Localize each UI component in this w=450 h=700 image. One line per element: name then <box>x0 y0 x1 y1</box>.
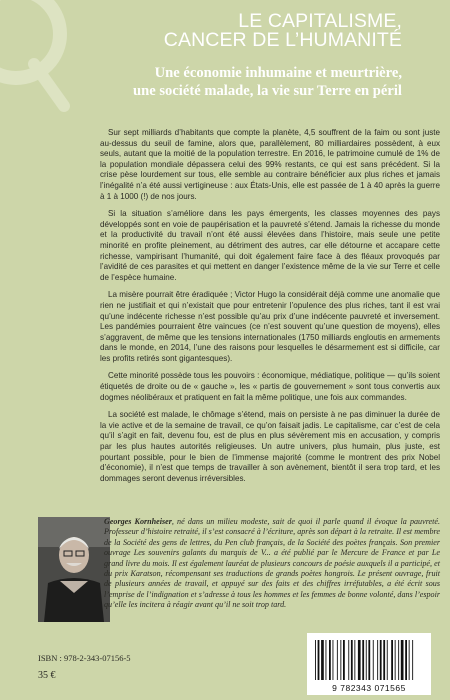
barcode-bar <box>368 640 370 680</box>
barcode-bar <box>358 640 361 680</box>
barcode-bar <box>387 640 388 680</box>
blurb-paragraph-5: La société est malade, le chômage s’étend, mais on persiste à ne pas diminuer la durée de la vie active et de la semaine de travail, ce qu’on faisait jadis. Le capitalisme, car c’est de cela qu’il s’agit en fait, devenu fou, est de plus en plus sévèrement mis en accusation, y compris par les plus hautes autorités religieuses. Un autre univers, plus humain, plus juste, est pourtant possible, pour le bien de l’immense majorité (comme le montrent des prix Nobel d’économie), il n’est que temps de travailler à son avènement, bientôt il sera trop tard, et les dommages seront devenus irréversibles. <box>100 410 440 483</box>
barcode-bar <box>315 640 316 680</box>
barcode-bar <box>321 640 324 680</box>
author-bio-text: , né dans un milieu modeste, sait de quoi il parle quand il évoque la pauvreté. Professeur d’histoire retraité, il s’est consacré à l’écriture, après son départ à la retraite. Il est membre de la Société des gens de lettres, du Pen club français, de la Société des poètes français. Son premier ouvrage Les souvenirs galants du marquis de V... a été publié par le Mercure de France et par Le grand livre du mois. Il est également lauréat de plusieurs concours de poésie auxquels il a participé, et du prix Karatson, récompensant ses traductions de grands poètes hongrois. Le présent ouvrage, fruit de plusieurs années de travail, et appuyé sur des faits et des chiffres irréfutables, a été écrit sous l’emprise de l’indignation et s’adresse à tous les hommes et les femmes de bonne volonté, dans l’espoir qu’elle les incitera à réagir avant qu’il ne soit trop tard. <box>104 517 440 610</box>
barcode-bar <box>362 640 364 680</box>
barcode-bar <box>401 640 404 680</box>
subtitle-line-1: Une économie inhumaine et meurtrière, <box>154 65 402 81</box>
barcode-bars <box>307 636 431 686</box>
author-name: Georges Kornheiser <box>104 517 172 526</box>
blurb-paragraph-2: Si la situation s’améliore dans les pays émergents, les classes moyennes des pays développés sont en voie de paupérisation et la pauvreté s’étend. Jamais la richesse du monde et la productivité du travail n’ont été aussi élevées dans l’histoire, mais seule une petite minorité en profite pleinement, au détriment des autres, car elle détourne et accapare cette richesse, vampirisant l’humanité, qui doit également faire face à des fléaux provoqués par l’avidité de ces parasites et qui mettent en danger l’existence même de la vie sur Terre et celle de l’espèce humaine. <box>100 209 440 282</box>
book-subtitle <box>22 64 402 100</box>
barcode-bar <box>412 640 413 680</box>
blurb-paragraph-4: Cette minorité possède tous les pouvoirs : économique, médiatique, politique — qu’ils soient étiquetés de droite ou de « gauche », les « partis de gouvernement » sont tous convertis aux dogmes néolibéraux et pratiquent en fait la même politique, une fois aux commandes. <box>100 371 440 402</box>
barcode <box>307 633 431 695</box>
barcode-bar <box>377 640 378 680</box>
barcode-bar <box>395 640 396 680</box>
author-bio <box>104 517 440 611</box>
title-line-1: LE CAPITALISME, <box>238 10 402 32</box>
blurb-text <box>100 128 440 491</box>
barcode-bar <box>409 640 410 680</box>
blurb-paragraph-3: La misère pourrait être éradiquée ; Victor Hugo la considérait déjà comme une anomalie que rien ne justifiait et qui n’existait que pour entretenir l’opulence des plus riches, tant il est vrai qu’une indécente richesse n’est possible qu’au prix d’une indécente pauvreté et inversement. Les pandémies pourraient être vaincues (ce n’est souvent qu’une question de moyens), elles s’aggravent, de même que les tensions internationales (1750 milliards engloutis en armements dans le monde, en 2014, l’une des raisons pour lesquelles le désarmement est si difficile, car les profits retirés sont gigantesques). <box>100 290 440 363</box>
barcode-bar <box>343 640 345 680</box>
barcode-bar <box>340 640 341 680</box>
blurb-paragraph-1: Sur sept milliards d’habitants que compte la planète, 4,5 souffrent de la faim ou sont juste au-dessus du seuil de famine, alors que, parallèlement, 80 milliardaires possèdent, à eux seuls, autant que la moitié de la population terrestre. En 2016, le patrimoine cumulé de 1% de la population mondiale dépassera celui des 99% restants, ce qui est sans précédent. Si la crise pèse lourdement sur tous, elle semble au contraire bénéficier aux plus riches et jamais l’inégalité n’a été aussi vertigineuse : aux États-Unis, elle est passée de 1 à 40 après la guerre à 1 à 1000 (!) de nos jours. <box>100 128 440 201</box>
barcode-number: 9 782343 071565 <box>332 683 406 693</box>
barcode-bar <box>333 640 334 680</box>
subtitle-line-2: une société malade, la vie sur Terre en péril <box>132 83 402 99</box>
price: 35 € <box>38 670 56 681</box>
author-photo-illustration <box>38 517 110 622</box>
barcode-bar <box>326 640 327 680</box>
barcode-bar <box>380 640 382 680</box>
barcode-bar <box>391 640 393 680</box>
barcode-bar <box>373 640 374 680</box>
title-line-2: CANCER DE L’HUMANITÉ <box>163 29 402 51</box>
barcode-bar <box>354 640 355 680</box>
barcode-bar <box>337 640 338 680</box>
barcode-bar <box>329 640 331 680</box>
barcode-bar <box>383 640 385 680</box>
barcode-bar <box>398 640 399 680</box>
book-title <box>62 12 402 50</box>
barcode-bar <box>366 640 367 680</box>
barcode-bar <box>318 640 320 680</box>
barcode-bar <box>348 640 349 680</box>
author-photo <box>38 517 110 622</box>
barcode-bar <box>351 640 353 680</box>
barcode-bar <box>405 640 407 680</box>
isbn: ISBN : 978-2-343-07156-5 <box>38 653 131 663</box>
